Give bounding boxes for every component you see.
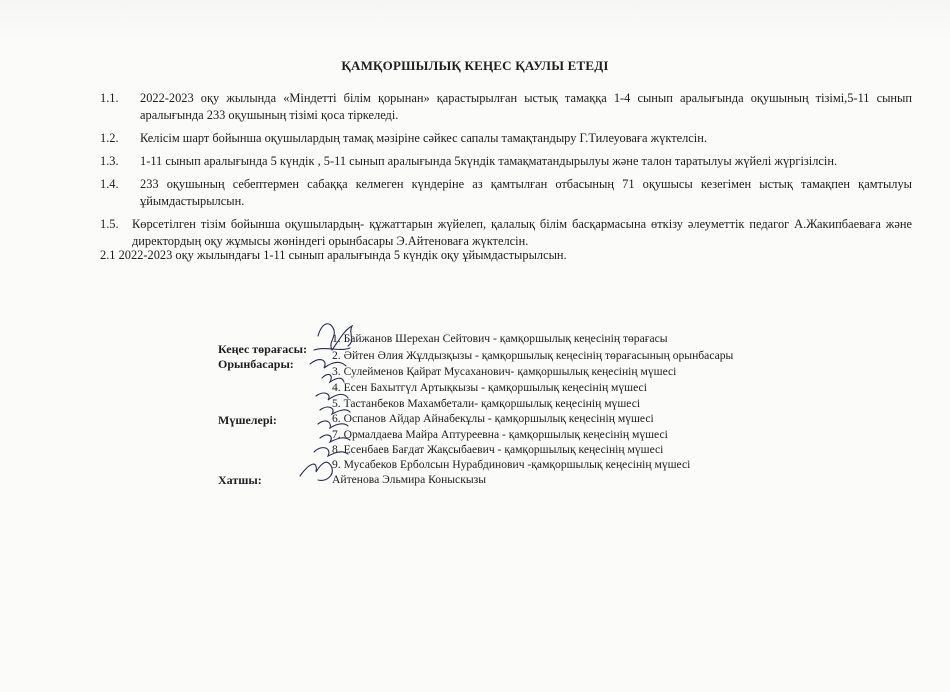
member-4: 4. Есен Бахытгүл Артықкызы - қамқоршылық кеңесінің мүшесі xyxy=(332,381,647,394)
role-chair: Кеңес төрағасы: xyxy=(218,342,307,356)
role-members: Мүшелері: xyxy=(218,413,277,427)
resolution-item xyxy=(100,176,912,210)
resolution-number: 1.2. xyxy=(100,131,119,145)
member-5: 5. Тастанбеков Махамбетали- қамқоршылық кеңесінің мүшесі xyxy=(332,397,641,410)
resolution-item xyxy=(100,153,912,170)
scan-artifact xyxy=(0,0,950,40)
resolution-text: Келісім шарт бойынша оқушылардың тамақ мәзіріне сәйкес сапалы тамақтандыру Г.Тилеуоваға жүктелсін. xyxy=(140,131,707,145)
resolution-number: 1.3. xyxy=(100,154,119,168)
resolution-item xyxy=(100,90,912,124)
resolution-2-1: 2.1 2022-2023 оқу жылындағы 1-11 сынып аралығында 5 күндік оқу ұйымдастырылсын. xyxy=(100,248,567,262)
member-3: 3. Сулейменов Қайрат Мусаханович- қамқоршылық кеңесінің мүшесі xyxy=(332,365,677,378)
role-secretary: Хатшы: xyxy=(218,473,262,487)
secretary-name: Айтенова Эльмира Коныскызы xyxy=(332,473,486,486)
role-deputy: Орынбасары: xyxy=(218,357,294,371)
member-7: 7. Ормалдаева Майра Аптуреевна - қамқоршылық кеңесінің мүшесі xyxy=(332,428,668,441)
member-6: 6. Оспанов Айдар Айнабекұлы - қамқоршылық кеңесінің мүшесі xyxy=(332,412,654,425)
document-heading: ҚАМҚОРШЫЛЫҚ КЕҢЕС ҚАУЛЫ ЕТЕДІ xyxy=(341,58,609,73)
resolution-number: 1.1. xyxy=(100,91,119,105)
member-2: 2. Әйтен Әлия Жұлдызқызы - қамқоршылық кеңесінің төрағасының орынбасары xyxy=(332,349,734,362)
resolution-text: 1-11 сынып аралығында 5 күндік , 5-11 сынып аралығында 5күндік тамақматандырылуы және талон таратылуы жүйелі жүргізілсін. xyxy=(140,154,838,168)
resolution-text: Көрсетілген тізім бойынша оқушылардың- құжаттарын жүйелеп, қалалық білім басқармасына өткізу әлеуметтік педагог А.Жакипбаеваға және директордың оқу жұмысы жөніндегі орынбасары Э.Айтеноваға жүктелсін. xyxy=(132,217,912,248)
resolution-number: 1.4. xyxy=(100,177,119,191)
resolution-item xyxy=(100,130,912,147)
resolution-text: 2022-2023 оқу жылында «Міндетті білім қорынан» қарастырылған ыстық тамаққа 1-4 сынып аралығында оқушының тізімі,5-11 сынып аралығында 233 оқушының тізімі қоса тіркеледі. xyxy=(140,91,912,122)
handwritten-signatures xyxy=(270,312,380,492)
resolution-text: 233 оқушының себептермен сабаққа келмеген күндеріне аз қамтылған отбасының 71 оқушысы кезегімен ыстық тамақпен қамтылуы ұйымдастырылсын. xyxy=(140,177,912,208)
member-9: 9. Мусабеков Ерболсын Нурабдинович -қамқоршылық кеңесінің мүшесі xyxy=(332,458,691,471)
resolution-item xyxy=(100,216,912,250)
resolutions-list xyxy=(100,90,912,256)
member-1: 1. Байжанов Шерехан Сейтович - қамқоршылық кеңесінің төрағасы xyxy=(332,332,668,345)
resolution-number: 1.5. xyxy=(100,217,119,231)
member-8: 8. Есенбаев Бағдат Жақсыбаевич - қамқоршылық кеңесінің мүшесі xyxy=(332,443,664,456)
